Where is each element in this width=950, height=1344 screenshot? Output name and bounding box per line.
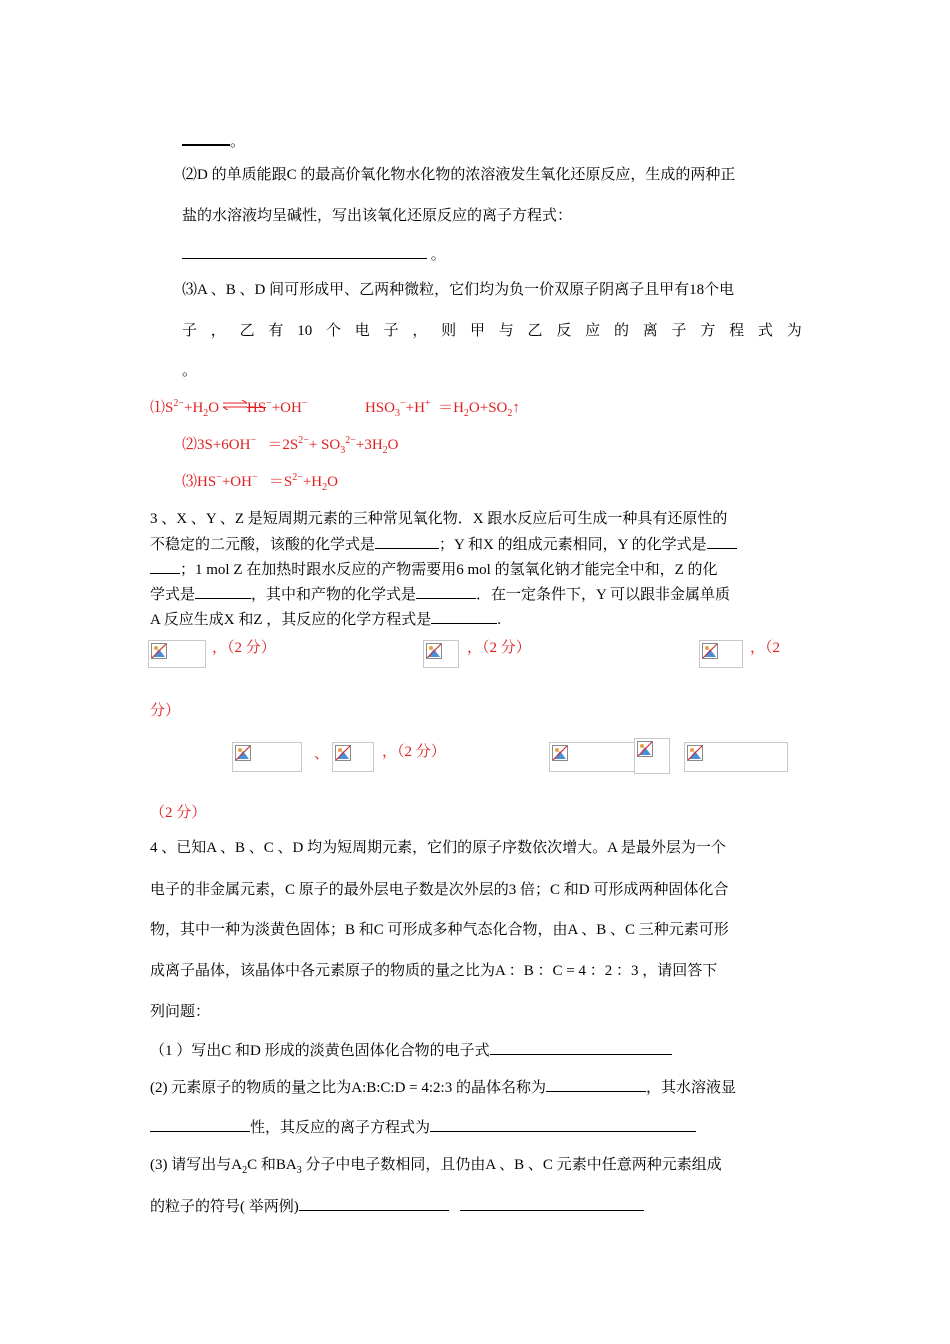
ans-sub: 3: [340, 445, 346, 456]
justified-char: 反: [556, 323, 572, 339]
broken-image-icon: [702, 643, 718, 659]
q2-part2-blank-line: [182, 244, 446, 265]
q4-line-3: 物，其中一种为淡黄色固体；B 和C 可形成多种气态化合物，由A 、B 、C 三种元素可形: [150, 922, 729, 938]
gas-arrow-icon: ↑: [512, 400, 520, 416]
broken-image-icon: [687, 745, 703, 761]
q3-text: 学式是: [150, 587, 196, 603]
blank: [150, 559, 180, 574]
q3-line-4: [150, 584, 730, 605]
justified-char: ，: [210, 323, 226, 339]
ans-text: +H: [405, 400, 425, 416]
ans-text: +3H: [355, 437, 383, 453]
period: 。: [430, 247, 446, 263]
ans-sub: 2: [382, 445, 388, 456]
justified-char: 与: [498, 323, 514, 339]
answer-image-3: [699, 640, 743, 668]
q4-text: (3) 请写出与A: [150, 1157, 243, 1173]
q3-text: 不稳定的二元酸，该酸的化学式是: [150, 537, 376, 553]
justified-char: 子: [182, 323, 198, 339]
blank: [299, 1196, 449, 1211]
ans-text: + SO: [308, 437, 341, 453]
blank: [490, 1040, 672, 1055]
ans-sup: +: [424, 398, 431, 409]
q4-text: 分子中电子数相同，且仍由A 、B 、C 元素中任意两种元素组成: [301, 1157, 722, 1173]
answer-line-1: [150, 398, 520, 418]
ans-sub: 3: [394, 408, 400, 419]
ans-text: +H: [183, 400, 204, 416]
justified-char: 电: [354, 323, 370, 339]
q2-part3-text-justified: [182, 321, 802, 341]
q3-line-5: [150, 609, 501, 630]
q3-text: ，其中和产物的化学式是: [251, 587, 417, 603]
ans-sup: 2−: [298, 435, 309, 446]
ans-text: ⑵3S+6OH: [182, 437, 251, 453]
q2-part3-text: ⑶A 、B 、D 间可形成甲、乙两种微粒，它们均为负一价双原子阴离子且甲有18个电: [182, 282, 735, 298]
q3-text: .: [497, 612, 502, 628]
ans-sup: 2−: [345, 435, 356, 446]
answer-image-1: [148, 640, 206, 668]
q4-text: C 和BA: [247, 1157, 297, 1173]
ans-sup: −: [301, 398, 308, 409]
ans-text: ＝2S: [267, 437, 299, 453]
answer-image-8: [684, 742, 788, 772]
q4-sub-2: [150, 1077, 736, 1098]
broken-image-icon: [151, 643, 167, 659]
justified-char: 应: [585, 323, 601, 339]
justified-char: 则: [441, 323, 457, 339]
q3-line-3: [150, 559, 718, 580]
blank: [150, 1117, 250, 1132]
ans-text: O: [208, 400, 220, 416]
ans-text: ＝H: [438, 400, 464, 416]
reversible-arrow-icon: [223, 396, 247, 416]
justified-char: 程: [729, 323, 745, 339]
ans-text: +OH: [221, 474, 252, 490]
ans-sup: 2−: [292, 472, 303, 483]
broken-image-icon: [335, 745, 351, 761]
ans-sub: 2: [203, 408, 209, 419]
ans-sup: −: [250, 435, 257, 446]
score-label: 分）: [150, 703, 181, 719]
q4-line-4: 成离子晶体，该晶体中各元素原子的物质的量之比为A ：B ：C = 4 ：2 ：3 ，请回答下: [150, 963, 718, 979]
blank: [546, 1077, 646, 1092]
justified-char: 的: [613, 323, 629, 339]
ans-sup: −: [266, 398, 272, 409]
answer-line-3: [182, 472, 338, 492]
broken-image-icon: [552, 745, 568, 761]
q4-text: （1 ）写出C 和D 形成的淡黄色固体化合物的电子式: [150, 1043, 490, 1059]
q4-sub-3-cont: [150, 1196, 644, 1217]
ans-sup: −: [399, 398, 406, 409]
answer-image-7: [634, 738, 670, 774]
answer-image-6: [549, 742, 635, 772]
justified-char: 为: [786, 323, 802, 339]
answer-image-4: [232, 742, 302, 772]
justified-char: 子: [671, 323, 687, 339]
justified-char: ，: [412, 323, 428, 339]
ans-text: O+SO: [468, 400, 508, 416]
blank: [430, 1117, 696, 1132]
ans-sup: −: [216, 472, 222, 483]
answer-image-5: [332, 742, 374, 772]
justified-char: 乙: [239, 323, 255, 339]
ans-text: O: [327, 474, 338, 490]
score-label: （2 分）: [150, 805, 207, 821]
period: 。: [230, 134, 246, 150]
q4-text: 性，其反应的离子方程式为: [250, 1120, 431, 1136]
justified-char: 乙: [527, 323, 543, 339]
q3-text: ．在一定条件下，Y 可以跟非金属单质: [476, 587, 731, 603]
justified-char: 10: [297, 323, 313, 339]
separator-label: 、: [314, 746, 330, 762]
answer-image-2: [423, 640, 459, 668]
q4-sub: 2: [242, 1165, 248, 1176]
blank: [375, 534, 439, 549]
q4-line-1: 4 、已知A 、B 、C 、D 均为短周期元素，它们的原子序数依次增大。A 是最外层为一个: [150, 840, 726, 856]
q3-line-1: 3 、X 、Y 、Z 是短周期元素的三种常见氧化物．X 跟水反应后可生成一种具有还原性的: [150, 511, 728, 527]
q4-sub: 3: [296, 1165, 302, 1176]
q4-line-5: 列问题：: [150, 1004, 211, 1020]
blank: [460, 1196, 644, 1211]
blank: [431, 609, 497, 624]
q4-sub-3: [150, 1155, 722, 1175]
blank: [182, 244, 427, 259]
score-label: ，（2 分）: [467, 640, 531, 656]
q2-part2-text-cont: 盐的水溶液均呈碱性，写出该氧化还原反应的离子方程式：: [182, 208, 573, 224]
ans-text: ＝S: [268, 474, 293, 490]
blank: [416, 584, 476, 599]
q2-part3-end: 。: [182, 363, 198, 379]
q2-part2-text: ⑵D 的单质能跟C 的最高价氧化物水化物的浓溶液发生氧化还原反应，生成的两种正: [182, 167, 736, 183]
q3-text: ；1 mol Z 在加热时跟水反应的产物需要用6 mol 的氢氧化钠才能完全中和，Z 的化: [180, 562, 718, 578]
ans-text: ⑴S: [150, 400, 174, 416]
q3-text: ；Y 和X 的组成元素相同，Y 的化学式是: [439, 537, 707, 553]
broken-image-icon: [235, 745, 251, 761]
q3-line-2: [150, 534, 737, 555]
ans-sub: 2: [463, 408, 469, 419]
justified-char: 有: [268, 323, 284, 339]
justified-char: 子: [383, 323, 399, 339]
q3-text: A 反应生成X 和Z ，其反应的化学方程式是: [150, 612, 432, 628]
ans-sup: −: [251, 472, 258, 483]
ans-text: HS: [246, 400, 267, 416]
broken-image-icon: [637, 741, 653, 757]
ans-sup: 2−: [173, 398, 184, 409]
q4-text: ，其水溶液显: [645, 1080, 736, 1096]
ans-text: ⑶HS: [182, 474, 217, 490]
justified-char: 甲: [469, 323, 485, 339]
answer-blank-line: [182, 130, 245, 152]
ans-sub: 2: [507, 408, 513, 419]
blank: [707, 534, 737, 549]
blank: [182, 130, 230, 146]
q4-text: (2) 元素原子的物质的量之比为A:B:C:D = 4:2:3 的晶体名称为: [150, 1080, 546, 1096]
q4-text: 的粒子的符号( 举两例): [150, 1199, 299, 1215]
ans-sub: 2: [322, 482, 328, 493]
q4-sub-1: [150, 1040, 672, 1061]
broken-image-icon: [426, 643, 442, 659]
q4-line-2: 电子的非金属元素，C 原子的最外层电子数是次外层的3 倍；C 和D 可形成两种固体化合: [150, 882, 729, 898]
ans-text: HSO: [364, 400, 395, 416]
ans-text: +H: [302, 474, 323, 490]
justified-char: 离: [642, 323, 658, 339]
justified-char: 式: [757, 323, 773, 339]
ans-text: O: [387, 437, 399, 453]
score-label: ，（2 分）: [212, 640, 276, 656]
blank: [195, 584, 251, 599]
justified-char: 个: [325, 323, 341, 339]
ans-text: +OH: [271, 400, 302, 416]
justified-char: 方: [700, 323, 716, 339]
q4-sub-2-cont: [150, 1117, 696, 1138]
answer-line-2: [182, 435, 399, 455]
score-label: ，（2: [750, 640, 781, 656]
score-label: ，（2 分）: [382, 744, 446, 760]
